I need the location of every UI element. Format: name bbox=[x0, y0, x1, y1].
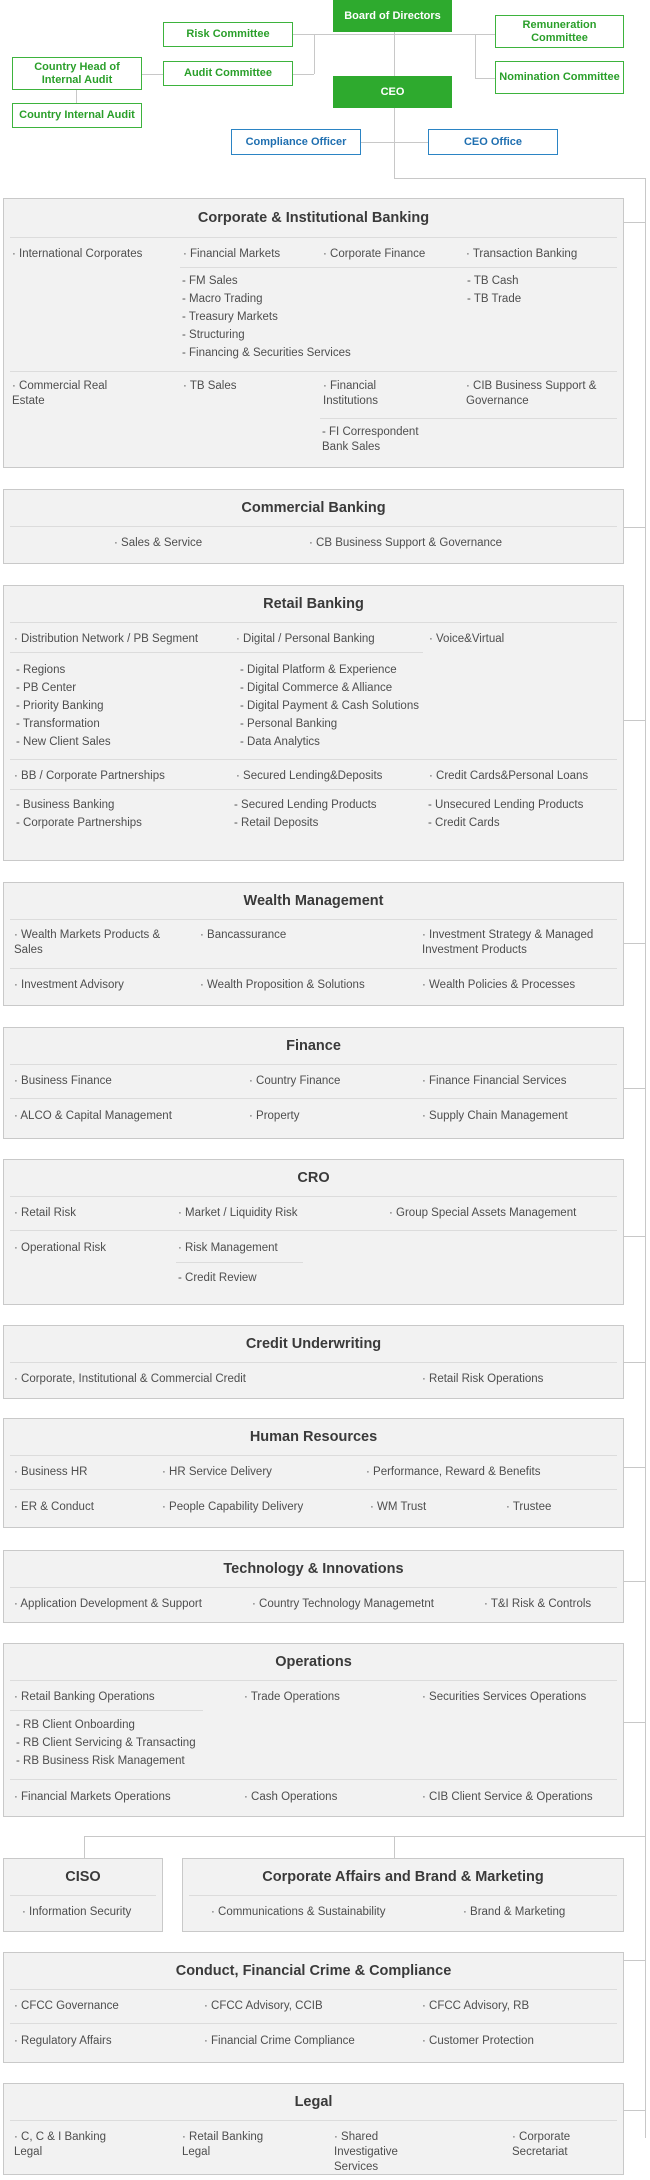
section-title: Corporate & Institutional Banking bbox=[197, 210, 430, 226]
commercial-unit: · CB Business Support & Governance bbox=[309, 537, 503, 549]
commercial-unit: · Sales & Service bbox=[114, 537, 203, 549]
remuneration-connector bbox=[475, 34, 495, 35]
section-title: Wealth Management bbox=[243, 893, 384, 909]
corp-affairs-section bbox=[182, 1858, 624, 1932]
cro-unit: · Operational Risk bbox=[14, 1242, 107, 1254]
cib-unit: · Financial Institutions bbox=[323, 380, 378, 407]
section-title: Commercial Banking bbox=[241, 500, 386, 516]
right-committee-branch bbox=[475, 34, 476, 78]
retail-subunit: - Regions bbox=[16, 664, 66, 676]
corp-affairs-drop bbox=[394, 1836, 395, 1858]
legal-stub bbox=[624, 2110, 646, 2111]
cib-unit: · Commercial Real Estate bbox=[12, 380, 108, 407]
compliance-officer-box[interactable]: Compliance Officer bbox=[231, 129, 361, 155]
retail-subunit: - Data Analytics bbox=[240, 736, 320, 748]
retail-unit: · BB / Corporate Partnerships bbox=[14, 770, 165, 782]
ceo-box[interactable]: CEO bbox=[333, 76, 452, 108]
cib-subunit: - FI Correspondent Bank Sales bbox=[322, 426, 419, 453]
ops-unit: · Trade Operations bbox=[244, 1691, 340, 1703]
cro-unit: · Risk Management bbox=[178, 1242, 278, 1254]
divider bbox=[10, 1098, 617, 1099]
cib-unit: · Financial Markets bbox=[183, 248, 281, 260]
wealth-unit: · Wealth Markets Products & Sales bbox=[14, 929, 161, 956]
cib-stub bbox=[624, 222, 646, 223]
divider bbox=[10, 1489, 617, 1490]
section-title: Legal bbox=[294, 2094, 333, 2110]
divider bbox=[180, 267, 617, 268]
divider bbox=[10, 622, 617, 623]
retail-unit: · Secured Lending&Deposits bbox=[236, 770, 383, 782]
divider bbox=[10, 1362, 617, 1363]
divider bbox=[10, 2023, 617, 2024]
divider bbox=[10, 652, 423, 653]
credit-unit: · Corporate, Institutional & Commercial Credit bbox=[14, 1373, 246, 1385]
cib-subunit: - Macro Trading bbox=[182, 293, 263, 305]
cfcc-unit: · CFCC Advisory, RB bbox=[422, 2000, 530, 2012]
committee-branch-line bbox=[314, 34, 315, 74]
retail-subunit: - Secured Lending Products bbox=[234, 799, 377, 811]
divider bbox=[10, 1895, 156, 1896]
retail-unit: · Voice&Virtual bbox=[429, 633, 505, 645]
retail-subunit: - Transformation bbox=[16, 718, 100, 730]
divider bbox=[10, 371, 617, 372]
retail-section bbox=[3, 585, 624, 861]
section-title: Finance bbox=[286, 1038, 341, 1054]
divider bbox=[10, 2120, 617, 2121]
audit-committee-box[interactable]: Audit Committee bbox=[163, 61, 293, 86]
finance-stub bbox=[624, 1088, 646, 1089]
divider bbox=[10, 1230, 617, 1231]
retail-subunit: - Digital Payment & Cash Solutions bbox=[240, 700, 419, 712]
retail-stub bbox=[624, 720, 646, 721]
hr-unit: · Business HR bbox=[14, 1466, 88, 1478]
retail-subunit: - Unsecured Lending Products bbox=[428, 799, 584, 811]
section-title: Corporate Affairs and Brand & Marketing bbox=[262, 1869, 544, 1885]
cfcc-unit: · CFCC Advisory, CCIB bbox=[204, 2000, 323, 2012]
commercial-stub bbox=[624, 527, 646, 528]
divider bbox=[10, 1779, 617, 1780]
tech-section bbox=[3, 1550, 624, 1623]
cib-section bbox=[3, 198, 624, 468]
ops-unit: · Securities Services Operations bbox=[422, 1691, 587, 1703]
cro-unit: · Market / Liquidity Risk bbox=[178, 1207, 298, 1219]
hr-unit: · Trustee bbox=[506, 1501, 552, 1513]
ops-unit: · Retail Banking Operations bbox=[14, 1691, 155, 1703]
ops-subunit: - RB Business Risk Management bbox=[16, 1755, 185, 1767]
cib-unit: · TB Sales bbox=[183, 380, 237, 392]
retail-unit: · Credit Cards&Personal Loans bbox=[429, 770, 589, 782]
cib-subunit: - TB Trade bbox=[467, 293, 522, 305]
cfcc-stub bbox=[624, 1960, 646, 1961]
section-title: Human Resources bbox=[249, 1429, 378, 1445]
ceo-divisions-connector bbox=[394, 178, 646, 179]
legal-unit: · Shared Investigative Services bbox=[334, 2131, 398, 2173]
divider bbox=[10, 1196, 617, 1197]
divider bbox=[10, 1710, 203, 1711]
section-title: CISO bbox=[65, 1869, 101, 1885]
cfcc-unit: · Customer Protection bbox=[422, 2035, 534, 2047]
cro-subunit: - Credit Review bbox=[178, 1272, 257, 1284]
cro-section bbox=[3, 1159, 624, 1305]
retail-subunit: - Business Banking bbox=[16, 799, 115, 811]
ciso-unit: · Information Security bbox=[22, 1906, 132, 1918]
retail-subunit: - Digital Platform & Experience bbox=[240, 664, 397, 676]
cib-unit: · CIB Business Support & Governance bbox=[466, 380, 597, 407]
commercial-section bbox=[3, 489, 624, 564]
finance-unit: · ALCO & Capital Management bbox=[14, 1110, 172, 1122]
ciso-branch-line bbox=[84, 1836, 646, 1837]
finance-unit: · Business Finance bbox=[14, 1075, 112, 1087]
hr-stub bbox=[624, 1467, 646, 1468]
divider bbox=[189, 1895, 617, 1896]
finance-section bbox=[3, 1027, 624, 1139]
nomination-connector bbox=[475, 78, 495, 79]
ops-subunit: - RB Client Onboarding bbox=[16, 1719, 135, 1731]
tech-unit: · Application Development & Support bbox=[14, 1598, 202, 1610]
legal-unit: · Retail Banking Legal bbox=[182, 2131, 264, 2158]
section-title: Conduct, Financial Crime & Compliance bbox=[175, 1963, 452, 1979]
board-of-directors-box[interactable]: Board of Directors bbox=[333, 0, 452, 32]
credit-section bbox=[3, 1325, 624, 1399]
board-ceo-connector bbox=[394, 30, 395, 76]
ceo-office-box[interactable]: CEO Office bbox=[428, 129, 558, 155]
corp-affairs-unit: · Communications & Sustainability bbox=[211, 1906, 386, 1918]
retail-subunit: - New Client Sales bbox=[16, 736, 111, 748]
divider bbox=[176, 1262, 303, 1263]
retail-subunit: - PB Center bbox=[16, 682, 77, 694]
country-internal-audit-box[interactable]: Country Internal Audit bbox=[12, 103, 142, 128]
hr-unit: · WM Trust bbox=[370, 1501, 427, 1513]
cib-unit: · Transaction Banking bbox=[466, 248, 578, 260]
ops-subunit: - RB Client Servicing & Transacting bbox=[16, 1737, 196, 1749]
ops-unit: · Financial Markets Operations bbox=[14, 1791, 171, 1803]
cfcc-unit: · CFCC Governance bbox=[14, 2000, 119, 2012]
cib-subunit: - Financing & Securities Services bbox=[182, 347, 351, 359]
hr-unit: · HR Service Delivery bbox=[162, 1466, 272, 1478]
retail-unit: · Distribution Network / PB Segment bbox=[14, 633, 199, 645]
audit-committee-connector bbox=[293, 74, 314, 75]
wealth-stub bbox=[624, 943, 646, 944]
hr-section bbox=[3, 1418, 624, 1528]
retail-subunit: - Priority Banking bbox=[16, 700, 104, 712]
divider bbox=[10, 1064, 617, 1065]
nomination-committee-box[interactable]: Nomination Committee bbox=[495, 61, 624, 94]
risk-committee-box[interactable]: Risk Committee bbox=[163, 22, 293, 47]
cfcc-unit: · Regulatory Affairs bbox=[14, 2035, 112, 2047]
cro-unit: · Group Special Assets Management bbox=[389, 1207, 577, 1219]
right-spine-line bbox=[645, 178, 646, 2138]
legal-unit: · Corporate Secretariat bbox=[512, 2131, 571, 2158]
retail-subunit: - Credit Cards bbox=[428, 817, 500, 829]
cfcc-section bbox=[3, 1952, 624, 2063]
wealth-unit: · Investment Strategy & Managed Investment Products bbox=[422, 929, 594, 956]
ciso-section bbox=[3, 1858, 163, 1932]
legal-section bbox=[3, 2083, 624, 2175]
internal-audit-connector bbox=[142, 74, 164, 75]
tech-stub bbox=[624, 1581, 646, 1582]
ops-stub bbox=[624, 1722, 646, 1723]
divider bbox=[10, 919, 617, 920]
retail-unit: · Digital / Personal Banking bbox=[236, 633, 375, 645]
legal-unit: · C, C & I Banking Legal bbox=[14, 2131, 107, 2158]
right-committee-connector bbox=[394, 34, 475, 35]
ciso-drop bbox=[84, 1836, 85, 1858]
retail-subunit: - Personal Banking bbox=[240, 718, 338, 730]
cib-subunit: - Structuring bbox=[182, 329, 245, 341]
retail-subunit: - Retail Deposits bbox=[234, 817, 319, 829]
wealth-unit: · Wealth Proposition & Solutions bbox=[200, 979, 365, 991]
section-title: Credit Underwriting bbox=[245, 1336, 382, 1352]
divider bbox=[10, 526, 617, 527]
section-title: CRO bbox=[297, 1170, 330, 1186]
finance-unit: · Supply Chain Management bbox=[422, 1110, 568, 1122]
finance-unit: · Finance Financial Services bbox=[422, 1075, 567, 1087]
tech-unit: · T&I Risk & Controls bbox=[484, 1598, 592, 1610]
cro-stub bbox=[624, 1236, 646, 1237]
cib-subunit: - TB Cash bbox=[467, 275, 519, 287]
remuneration-committee-box[interactable]: Remuneration Committee bbox=[495, 15, 624, 48]
cib-subunit: - Treasury Markets bbox=[182, 311, 278, 323]
divider bbox=[10, 759, 617, 760]
section-title: Operations bbox=[275, 1654, 352, 1670]
divider bbox=[10, 1680, 617, 1681]
wealth-section bbox=[3, 882, 624, 1006]
divider bbox=[10, 1989, 617, 1990]
tech-unit: · Country Technology Managemetnt bbox=[252, 1598, 434, 1610]
credit-stub bbox=[624, 1362, 646, 1363]
divider bbox=[10, 237, 617, 238]
credit-unit: · Retail Risk Operations bbox=[422, 1373, 544, 1385]
internal-audit-link bbox=[76, 90, 77, 103]
cib-unit: · International Corporates bbox=[12, 248, 143, 260]
section-title: Retail Banking bbox=[263, 596, 364, 612]
board-committee-connector bbox=[293, 34, 394, 35]
ops-section bbox=[3, 1643, 624, 1817]
cib-subunit: - FM Sales bbox=[182, 275, 238, 287]
divider bbox=[320, 418, 617, 419]
hr-unit: · Performance, Reward & Benefits bbox=[366, 1466, 541, 1478]
cib-unit: · Corporate Finance bbox=[323, 248, 426, 260]
section-title: Technology & Innovations bbox=[223, 1561, 404, 1577]
retail-subunit: - Corporate Partnerships bbox=[16, 817, 142, 829]
divider bbox=[10, 1587, 617, 1588]
country-head-internal-audit-box[interactable]: Country Head of Internal Audit bbox=[12, 57, 142, 90]
divider bbox=[10, 1455, 617, 1456]
wealth-unit: · Wealth Policies & Processes bbox=[422, 979, 576, 991]
retail-subunit: - Digital Commerce & Alliance bbox=[240, 682, 393, 694]
finance-unit: · Country Finance bbox=[249, 1075, 341, 1087]
ops-unit: · CIB Client Service & Operations bbox=[422, 1791, 593, 1803]
finance-unit: · Property bbox=[249, 1110, 300, 1122]
wealth-unit: · Investment Advisory bbox=[14, 979, 124, 991]
divider bbox=[10, 968, 617, 969]
cro-unit: · Retail Risk bbox=[14, 1207, 76, 1219]
ops-unit: · Cash Operations bbox=[244, 1791, 338, 1803]
hr-unit: · ER & Conduct bbox=[14, 1501, 94, 1513]
hr-unit: · People Capability Delivery bbox=[162, 1501, 304, 1513]
divider bbox=[10, 789, 617, 790]
wealth-unit: · Bancassurance bbox=[200, 929, 287, 941]
corp-affairs-unit: · Brand & Marketing bbox=[463, 1906, 566, 1918]
cfcc-unit: · Financial Crime Compliance bbox=[204, 2035, 355, 2047]
ceo-down-connector bbox=[394, 108, 395, 178]
